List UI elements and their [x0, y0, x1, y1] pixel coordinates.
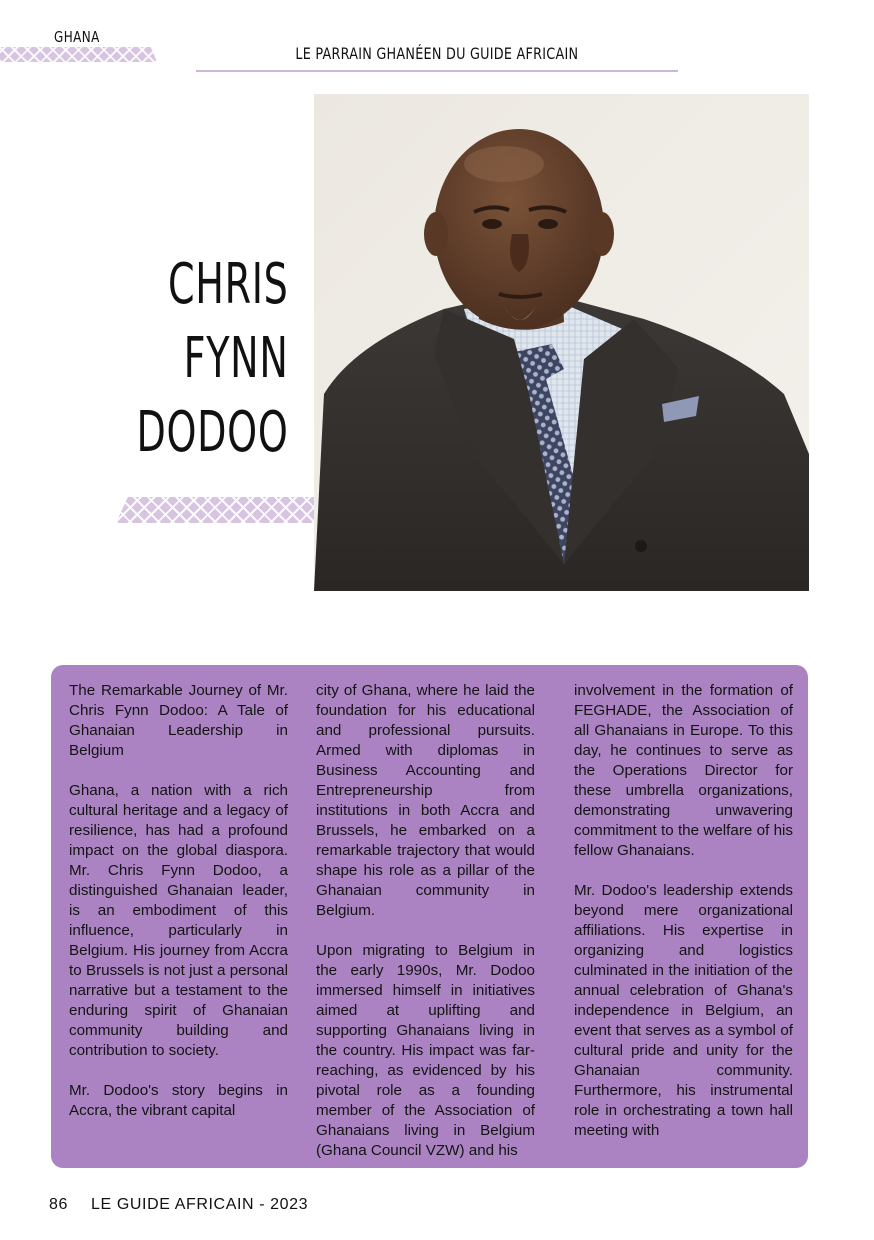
running-title	[196, 44, 678, 63]
publication-title: LE GUIDE AFRICAIN - 2023	[91, 1196, 309, 1213]
portrait-illustration	[314, 94, 809, 591]
portrait-photo	[314, 94, 809, 591]
article-column-3	[574, 681, 793, 1141]
article-paragraph: city of Ghana, where he laid the foundation for his educational and professional pursuits. Armed with diplomas in Business Accounting and Entrepreneurship from institutions in both Accra and Brussels, he embarked on a remarkable trajectory that would shape his role as a pillar of the Ghanaian community in Belgium.	[316, 682, 535, 919]
section-tag-pattern	[0, 47, 157, 62]
article-column-2	[316, 681, 535, 1159]
article-heading: The Remarkable Journey of Mr. Chris Fynn Dodoo: A Tale of Ghanaian Leadership in Belgium	[69, 682, 288, 759]
article-paragraph: Mr. Dodoo's story begins in Accra, the vibrant capital	[69, 1082, 288, 1119]
article-paragraph: Upon migrating to Belgium in the early 1990s, Mr. Dodoo immersed himself in initiatives aimed at uplifting and supporting Ghanaians living in the country. His impact was far-reaching, as evidenced by his pivotal role as a founding member of the Association of Ghanaians living in Belgium (Ghana Council VZW) and his	[316, 942, 535, 1159]
header-rule	[196, 70, 678, 72]
name-line-middle: FYNN	[183, 326, 288, 391]
page-number: 86	[49, 1196, 68, 1213]
profile-name	[65, 248, 288, 470]
article-panel	[51, 665, 808, 1168]
article-column-1	[69, 681, 288, 1141]
decorative-pattern-band	[116, 497, 314, 523]
page-footer	[49, 1196, 308, 1214]
article-paragraph: Mr. Dodoo's leadership extends beyond mere organizational affiliations. His expertise in organizing and logistics culminated in the initiation of the annual celebration of Ghana's independence in Belgium, an event that serves as a symbol of cultural pride and unity for the Ghanaian community. Furthermore, his instrumental role in orchestrating a town hall meeting with	[574, 882, 793, 1139]
running-title-text: LE PARRAIN GHANÉEN DU GUIDE AFRICAIN	[295, 44, 579, 63]
name-line-last: DODOO	[136, 400, 288, 465]
article-paragraph: involvement in the formation of FEGHADE, the Association of all Ghanaians in Europe. To this day, he continues to serve as the Operations Director for these umbrella organizations, demonstrating unwavering commitment to the welfare of his fellow Ghanaians.	[574, 682, 793, 859]
article-paragraph: Ghana, a nation with a rich cultural heritage and a legacy of resilience, has had a profound impact on the global diaspora. Mr. Chris Fynn Dodoo, a distinguished Ghanaian leader, is an embodiment of this influence, particularly in Belgium. His journey from Accra to Brussels is not just a personal narrative but a testament to the enduring spirit of Ghanaian community building and contribution to society.	[69, 782, 288, 1059]
name-line-first: CHRIS	[167, 252, 288, 317]
section-tag: GHANA	[54, 28, 100, 46]
